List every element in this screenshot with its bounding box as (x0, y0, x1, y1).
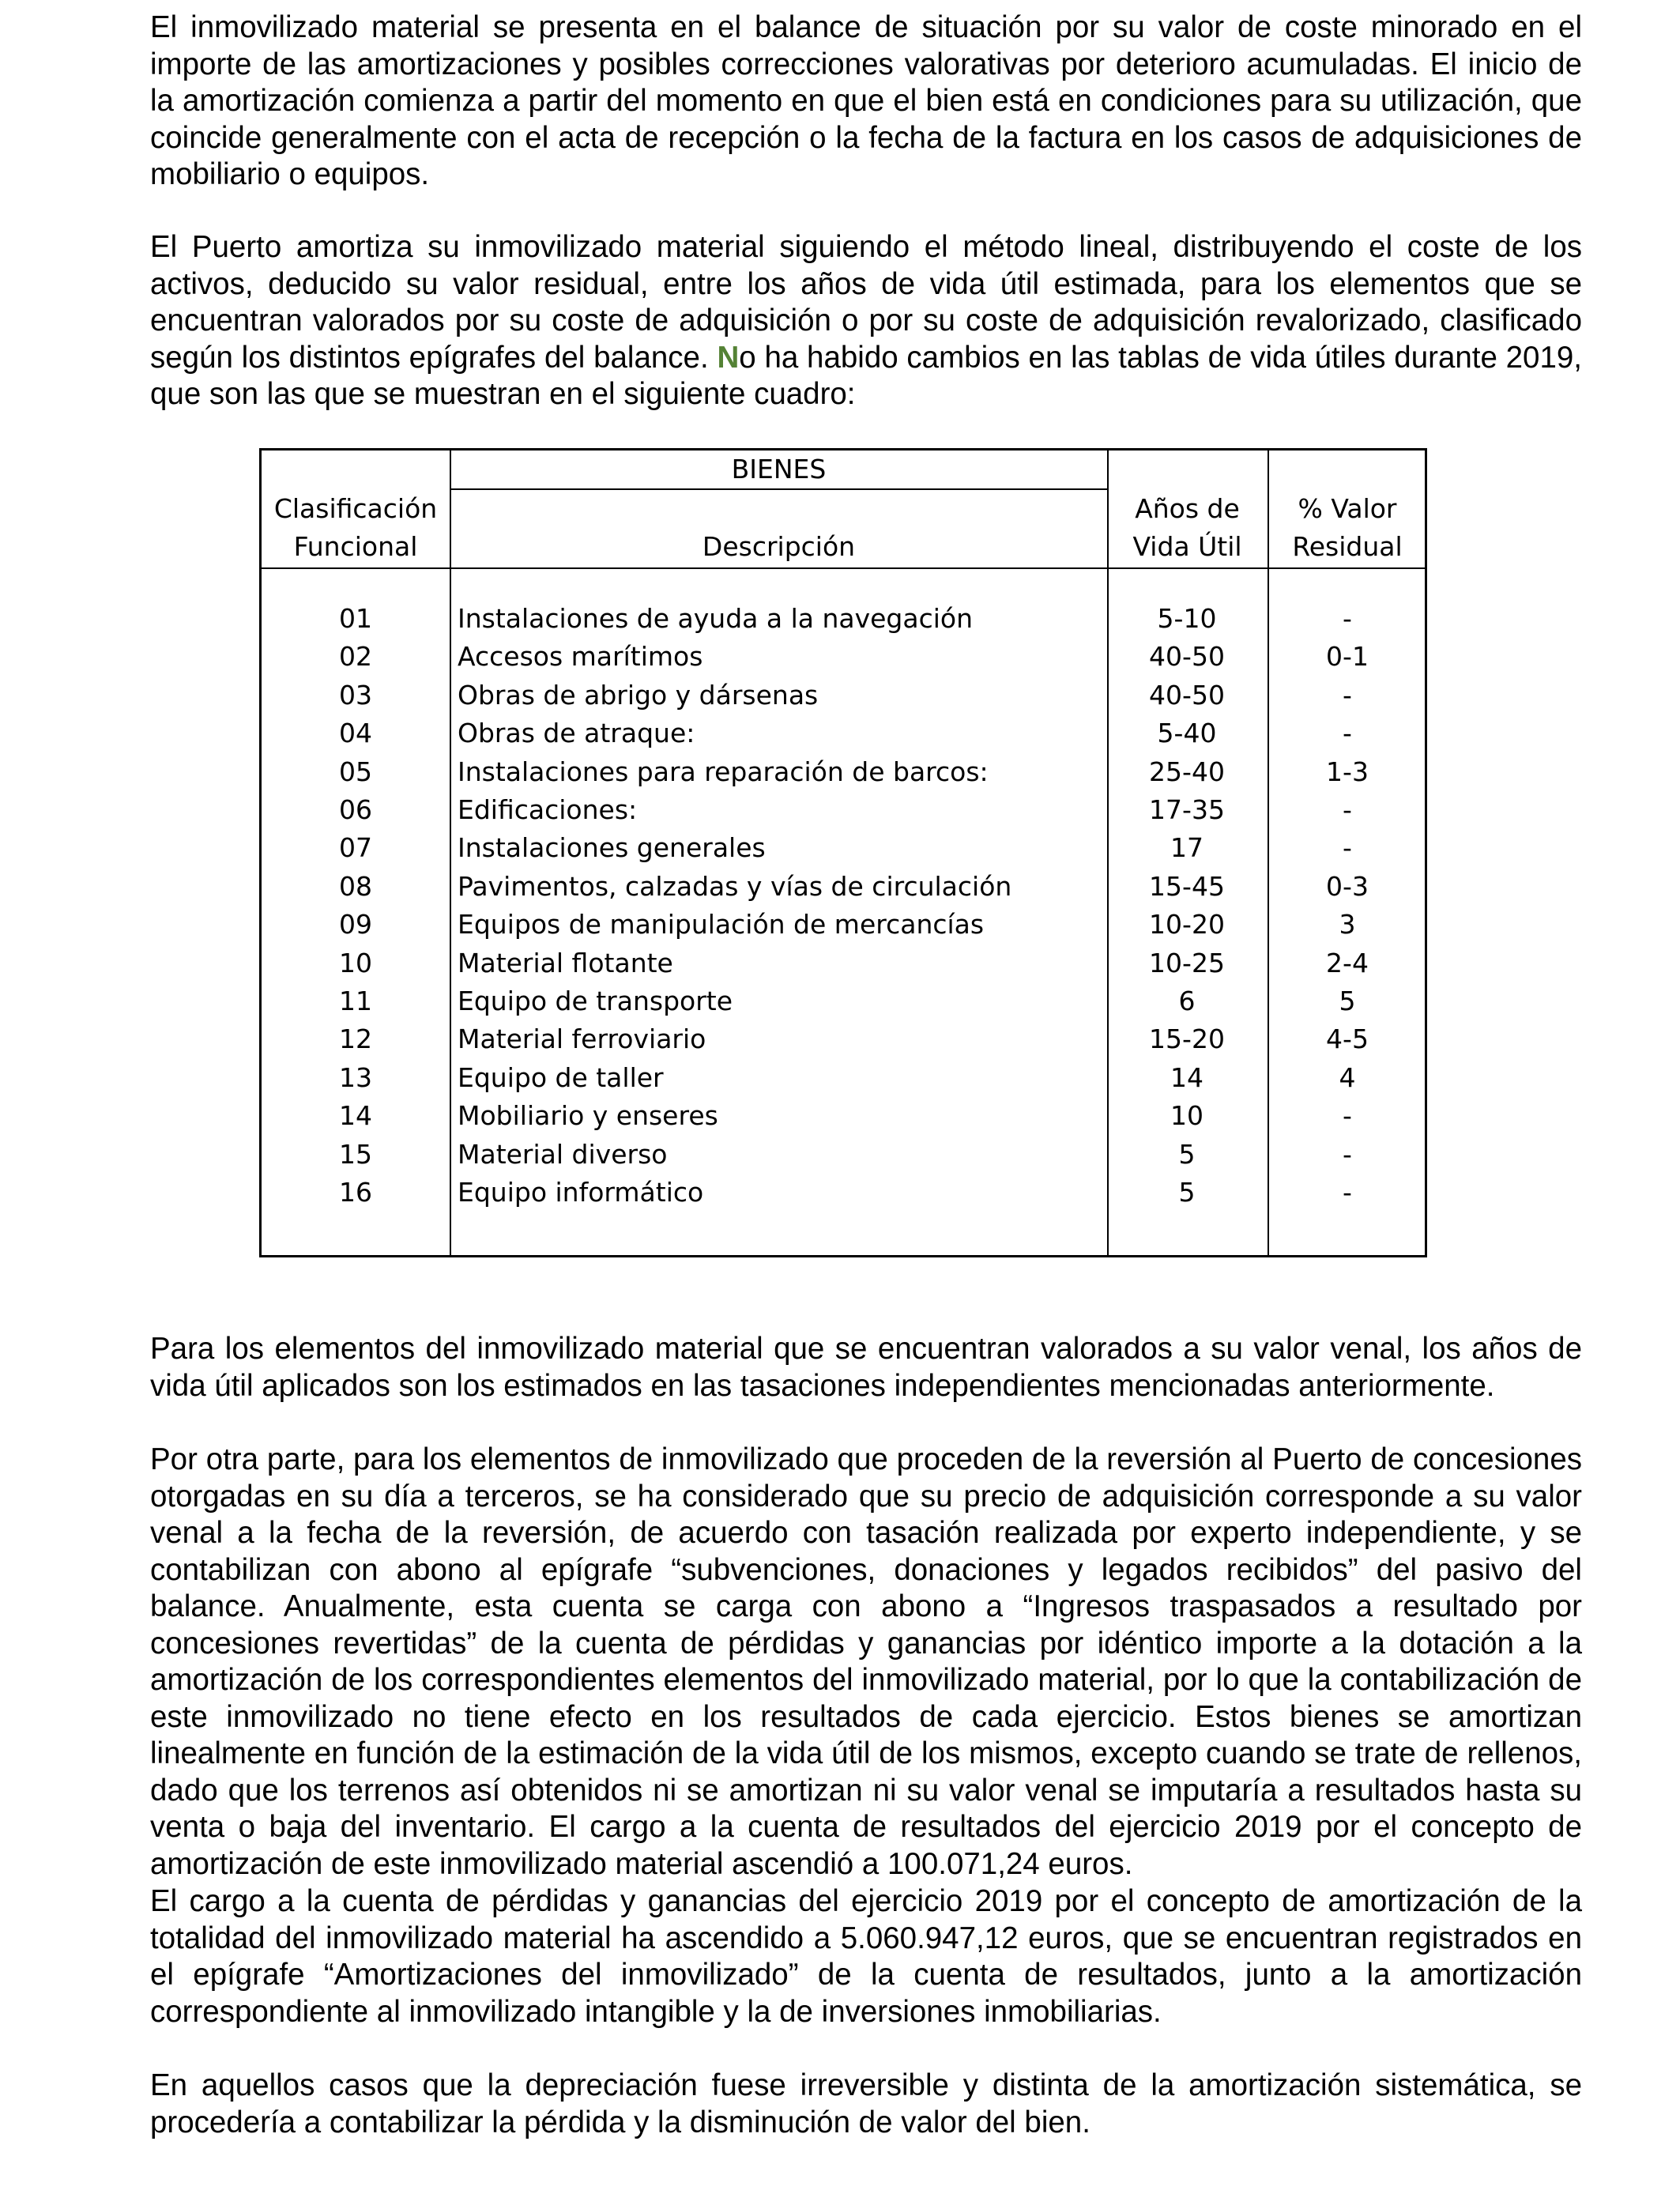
row-residual-value: - (1343, 794, 1352, 825)
row-useful-life: 25-40 (1149, 756, 1225, 787)
row-residual-value: - (1343, 832, 1352, 864)
row-residual-value: 2-4 (1326, 947, 1369, 978)
row-description: Obras de atraque: (458, 718, 695, 749)
row-useful-life: 17 (1170, 832, 1203, 864)
row-code: 10 (339, 947, 372, 978)
row-description: Pavimentos, calzadas y vías de circulación (458, 870, 1012, 902)
paragraph-6: En aquellos casos que la depreciación fuese irreversible y distinta de la amortización sistemática, se procedería a contabilizar la pérdida y la disminución de valor del bien. (150, 2068, 1582, 2139)
paragraph-4: Por otra parte, para los elementos de inmovilizado que proceden de la reversión al Puerto de concesiones otorgadas en su día a terceros, se ha considerado que su precio de adquisición corresponde a su valor venal a la fecha de la reversión, de acuerdo con tasación realizada por experto independiente, y se contabilizan con abono al epígrafe “subvenciones, donaciones y legados recibidos” del pasivo del balance. Anualmente, esta cuenta se carga con abono a “Ingresos traspasados a resultado por concesiones revertidas” de la cuenta de pérdidas y ganancias por idéntico importe a la dotación a la amortización de los correspondientes elementos del inmovilizado material, por lo que la contabilización de este inmovilizado no tiene efecto en los resultados de cada ejercicio. Estos bienes se amortizan linealmente en función de la estimación de la vida útil de los mismos, excepto cuando se trate de rellenos, dado que los terrenos así obtenidos ni se amortizan ni su valor venal se imputaría a resultados hasta su venta o baja del inventario. El cargo a la cuenta de resultados del ejercicio 2019 por el concepto de amortización de este inmovilizado material ascendió a 100.071,24 euros. (150, 1442, 1582, 1881)
row-useful-life: 6 (1178, 986, 1196, 1016)
row-description: Equipo de taller (458, 1061, 664, 1093)
row-code: 11 (339, 986, 372, 1016)
row-residual-value: 1-3 (1326, 756, 1369, 787)
row-code: 14 (339, 1100, 372, 1132)
table-header-residual-1: % Valor (1298, 493, 1397, 524)
row-code: 13 (339, 1061, 372, 1093)
table-row (262, 1020, 1425, 1058)
row-description: Mobiliario y enseres (458, 1100, 718, 1132)
table-row (262, 600, 1425, 638)
row-description: Accesos marítimos (458, 641, 703, 673)
row-residual-value: - (1343, 603, 1352, 634)
row-residual-value: 4-5 (1326, 1023, 1369, 1055)
row-code: 02 (339, 641, 372, 673)
row-residual-value: - (1343, 718, 1352, 749)
row-useful-life: 10 (1170, 1100, 1203, 1132)
table-header-classification-2: Funcional (293, 531, 418, 562)
row-description: Instalaciones de ayuda a la navegación (458, 603, 974, 634)
row-useful-life: 5-40 (1157, 718, 1217, 749)
table-row (262, 944, 1425, 982)
row-code: 15 (339, 1138, 372, 1170)
row-useful-life: 10-20 (1149, 909, 1225, 941)
row-useful-life: 15-20 (1149, 1023, 1225, 1055)
table-row (262, 791, 1425, 829)
paragraph-1: El inmovilizado material se presenta en el balance de situación por su valor de coste minorado en el importe de las amortizaciones y posibles correcciones valorativas por deterioro acumuladas. El inicio de la amortización comienza a partir del momento en que el bien está en condiciones para su utilización, que coincide generalmente con el acta de recepción o la fecha de la factura en los casos de adquisiciones de mobiliario o equipos. (150, 10, 1582, 191)
row-description: Edificaciones: (458, 794, 638, 825)
useful-life-table (259, 448, 1427, 1257)
table-row (262, 1059, 1425, 1097)
row-useful-life: 40-50 (1149, 679, 1225, 711)
table-row (262, 1174, 1425, 1212)
row-residual-value: - (1343, 1177, 1352, 1208)
row-residual-value: - (1343, 679, 1352, 711)
row-description: Equipo de transporte (458, 986, 733, 1016)
table-row (262, 638, 1425, 676)
row-code: 08 (339, 870, 372, 902)
row-residual-value: 0-3 (1326, 870, 1369, 902)
row-useful-life: 17-35 (1149, 794, 1225, 825)
row-code: 01 (339, 603, 372, 634)
row-residual-value: 0-1 (1326, 641, 1369, 673)
row-code: 06 (339, 794, 372, 825)
table-header-description: Descripción (702, 531, 856, 562)
row-description: Material flotante (458, 947, 673, 978)
table-row (262, 829, 1425, 867)
row-description: Material diverso (458, 1138, 668, 1170)
table-header-years-1: Años de (1135, 493, 1240, 524)
row-description: Equipos de manipulación de mercancías (458, 909, 985, 941)
row-code: 12 (339, 1023, 372, 1055)
table-row (262, 982, 1425, 1020)
row-useful-life: 40-50 (1149, 641, 1225, 673)
table-header-residual-2: Residual (1292, 531, 1403, 562)
row-code: 07 (339, 832, 372, 864)
paragraph-2-highlight: N (717, 340, 740, 375)
row-residual-value: - (1343, 1138, 1352, 1170)
paragraph-2 (150, 229, 1582, 413)
row-description: Instalaciones para reparación de barcos: (458, 756, 989, 787)
row-code: 03 (339, 679, 372, 711)
row-description: Obras de abrigo y dársenas (458, 679, 819, 711)
row-code: 05 (339, 756, 372, 787)
row-useful-life: 5-10 (1157, 603, 1217, 634)
table-header-classification-1: Clasificación (273, 493, 438, 524)
table-group-header: BIENES (731, 454, 827, 484)
paragraph-2-part-b: o ha habido cambios en las tablas de vida útiles durante 2019, que son las que se muestran en el siguiente cuadro: (150, 340, 1582, 411)
table-row (262, 906, 1425, 944)
row-residual-value: 3 (1339, 909, 1356, 941)
table-row (262, 677, 1425, 714)
row-residual-value: - (1343, 1100, 1352, 1132)
row-useful-life: 10-25 (1149, 947, 1225, 978)
row-useful-life: 14 (1170, 1061, 1203, 1093)
table-row (262, 1136, 1425, 1174)
row-description: Material ferroviario (458, 1023, 706, 1055)
table-row (262, 714, 1425, 752)
row-description: Equipo informático (458, 1177, 704, 1208)
paragraph-2-part-a: El Puerto amortiza su inmovilizado material siguiendo el método lineal, distribuyendo el coste de los activos, deducido su valor residual, entre los años de vida útil estimada, para los elementos que se encuentran valorados por su coste de adquisición o por su coste de adquisición revalorizado, clasificado según los distintos epígrafes del balance. (150, 230, 1582, 375)
row-useful-life: 5 (1178, 1177, 1196, 1208)
row-residual-value: 4 (1339, 1061, 1356, 1093)
paragraph-3: Para los elementos del inmovilizado material que se encuentran valorados a su valor venal, los años de vida útil aplicados son los estimados en las tasaciones independientes mencionadas anteriormente. (150, 1332, 1582, 1403)
paragraph-5: El cargo a la cuenta de pérdidas y ganancias del ejercicio 2019 por el concepto de amortización de la totalidad del inmovilizado material ha ascendido a 5.060.947,12 euros, que se encuentran registrados en el epígrafe “Amortizaciones del inmovilizado” de la cuenta de resultados, junto a la amortización correspondiente al inmovilizado intangible y la de inversiones inmobiliarias. (150, 1884, 1582, 2029)
row-residual-value: 5 (1339, 986, 1356, 1016)
table-row (262, 1097, 1425, 1135)
row-code: 09 (339, 909, 372, 941)
table-header-divider (262, 567, 1425, 569)
table-row (262, 753, 1425, 791)
row-description: Instalaciones generales (458, 832, 766, 864)
row-useful-life: 15-45 (1149, 870, 1225, 902)
row-useful-life: 5 (1178, 1138, 1196, 1170)
table-header-years-2: Vida Útil (1132, 531, 1242, 562)
row-code: 04 (339, 718, 372, 749)
table-group-underline (450, 488, 1108, 490)
table-row (262, 868, 1425, 906)
row-code: 16 (339, 1177, 372, 1208)
